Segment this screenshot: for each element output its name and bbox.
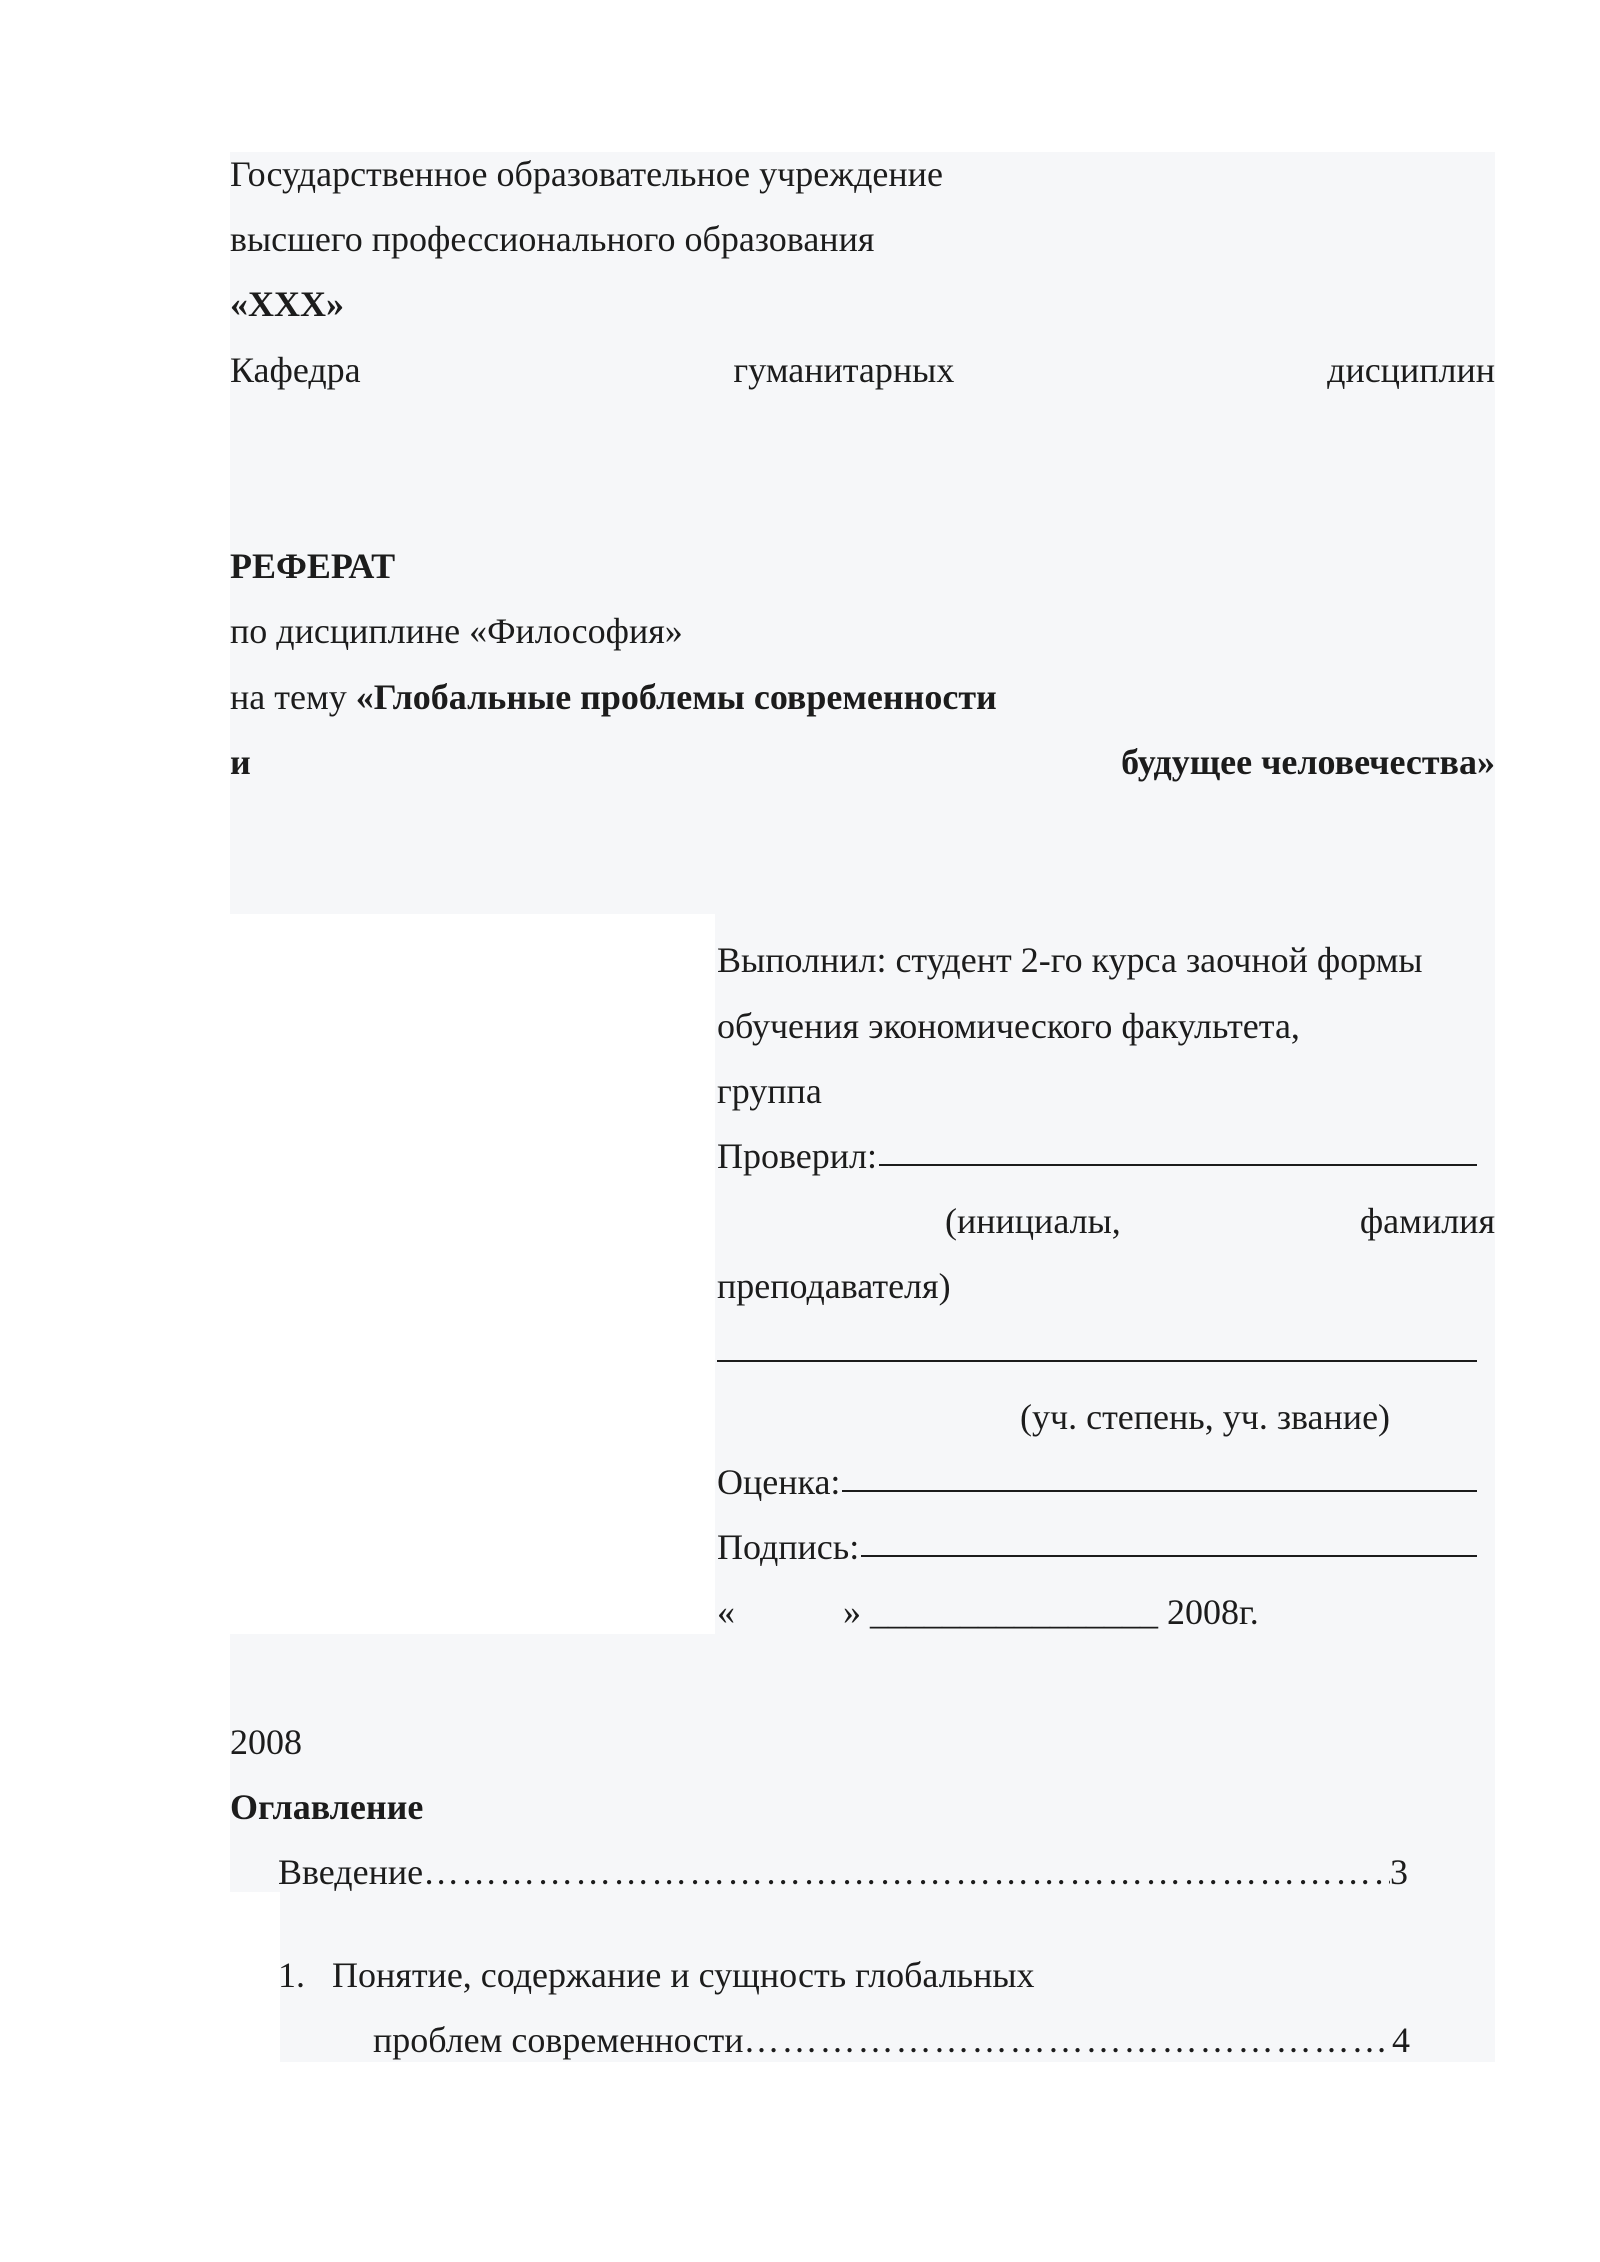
topic-title-part-2: будущее человечества» xyxy=(1121,742,1495,782)
date-year: 2008г. xyxy=(1167,1592,1259,1632)
topic-line-2 xyxy=(230,740,1495,784)
topic-prefix: на тему xyxy=(230,677,356,717)
toc-entry-1-line-1 xyxy=(278,1953,1035,1997)
group-line: группа xyxy=(717,1071,822,1111)
degree-rule-line xyxy=(717,1330,1477,1362)
checked-by-rule xyxy=(879,1134,1477,1166)
performed-by-line: Выполнил: студент 2-го курса заочной формы xyxy=(717,940,1423,980)
teacher-hint-line: преподавателя) xyxy=(717,1266,951,1306)
grade-line xyxy=(717,1460,1477,1504)
topic-title-conjunction: и xyxy=(230,742,251,782)
signature-rule xyxy=(861,1525,1477,1557)
discipline-line: по дисциплине «Философия» xyxy=(230,611,683,651)
toc-entry-1-number: 1. xyxy=(278,1955,305,1995)
degree-hint: (уч. степень, уч. звание) xyxy=(1020,1397,1391,1437)
department-word-2: гуманитарных xyxy=(733,350,955,390)
header-block-background xyxy=(230,152,1495,914)
institution-line-1: Государственное образовательное учреждение xyxy=(230,154,943,194)
toc-entry-intro-label: Введение xyxy=(278,1852,424,1892)
toc-dot-leader xyxy=(744,2018,1392,2062)
toc-dot-leader xyxy=(423,1850,1390,1894)
department-word-1: Кафедра xyxy=(230,350,361,390)
checked-by-line xyxy=(717,1134,1477,1178)
toc-entry-1-title-cont: проблем современности xyxy=(373,2020,744,2060)
date-rule: ________________ xyxy=(870,1592,1158,1632)
year-line: 2008 xyxy=(230,1722,302,1762)
performed-by-continuation: обучения экономического факультета, xyxy=(717,1006,1300,1046)
signature-label: Подпись: xyxy=(717,1527,860,1567)
toc-entry-intro-page: 3 xyxy=(1390,1852,1408,1892)
topic-line-1 xyxy=(230,675,997,719)
checked-by-label: Проверил: xyxy=(717,1136,877,1176)
date-quote-open: « xyxy=(717,1592,735,1632)
department-line xyxy=(230,348,1495,392)
toc-entry-intro xyxy=(278,1850,1408,1894)
institution-name: «XXX» xyxy=(230,284,344,324)
institution-line-2: высшего профессионального образования xyxy=(230,219,875,259)
toc-entry-1-line-2 xyxy=(373,2018,1410,2062)
initials-hint-right: фамилия xyxy=(1359,1201,1495,1241)
date-quote-close: » xyxy=(843,1592,861,1632)
initials-hint-left: (инициалы, xyxy=(945,1201,1121,1241)
signature-line xyxy=(717,1525,1477,1569)
toc-entry-1-page: 4 xyxy=(1392,2020,1410,2060)
initials-hint-line xyxy=(945,1199,1495,1243)
toc-heading: Оглавление xyxy=(230,1787,424,1827)
grade-label: Оценка: xyxy=(717,1462,841,1502)
topic-title-part-1: «Глобальные проблемы современности xyxy=(355,677,997,717)
doc-type-heading: РЕФЕРАТ xyxy=(230,546,396,586)
degree-rule xyxy=(717,1330,1477,1362)
department-word-3: дисциплин xyxy=(1327,350,1495,390)
toc-entry-1-title: Понятие, содержание и сущность глобальных xyxy=(332,1955,1035,1995)
grade-rule xyxy=(842,1460,1477,1492)
date-line xyxy=(717,1590,1259,1634)
